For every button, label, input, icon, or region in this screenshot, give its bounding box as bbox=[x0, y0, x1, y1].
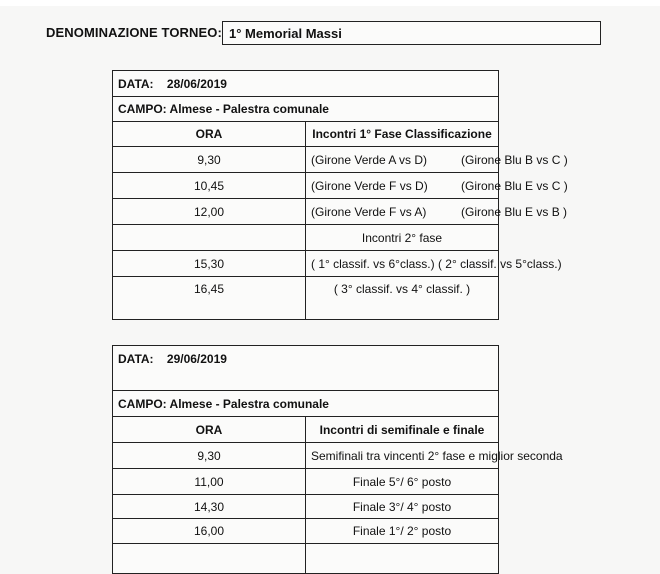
match-cell: Finale 5°/ 6° posto bbox=[306, 469, 499, 495]
date-row bbox=[113, 346, 499, 391]
page-top-edge bbox=[0, 0, 660, 6]
campo-cell: CAMPO: Almese - Palestra comunale bbox=[113, 97, 499, 122]
match-cell bbox=[306, 147, 568, 173]
time-cell: 10,45 bbox=[113, 173, 306, 199]
table-row bbox=[113, 495, 499, 519]
ora-header: ORA bbox=[113, 417, 306, 443]
table-row bbox=[113, 469, 499, 495]
date-label: DATA: bbox=[118, 352, 154, 366]
match-cell: Semifinali tra vincenti 2° fase e miglior seconda bbox=[306, 443, 499, 469]
match-blue: (Girone Blu E vs B ) bbox=[461, 204, 568, 219]
date-label: DATA: bbox=[118, 76, 154, 91]
match-cell-empty bbox=[306, 544, 499, 574]
table-row bbox=[113, 251, 499, 277]
table-row bbox=[113, 519, 499, 544]
table-row bbox=[113, 277, 499, 320]
time-cell: 11,00 bbox=[113, 469, 306, 495]
ora-header: ORA bbox=[113, 122, 306, 147]
time-cell-empty bbox=[113, 544, 306, 574]
match-blue: (Girone Blu E vs C ) bbox=[461, 178, 568, 193]
table-row bbox=[113, 173, 499, 199]
match-cell bbox=[306, 199, 568, 225]
date-row bbox=[113, 71, 499, 97]
date-value: 29/06/2019 bbox=[166, 352, 227, 366]
time-cell: 12,00 bbox=[113, 199, 306, 225]
table-row bbox=[113, 443, 499, 469]
match-cell: Finale 3°/ 4° posto bbox=[306, 495, 499, 519]
match-cell: ( 3° classif. vs 4° classif. ) bbox=[306, 277, 499, 320]
table-row-empty bbox=[113, 544, 499, 574]
time-cell: 9,30 bbox=[113, 147, 306, 173]
time-cell: 9,30 bbox=[113, 443, 306, 469]
time-cell: 15,30 bbox=[113, 251, 306, 277]
time-cell: 16,00 bbox=[113, 519, 306, 544]
match-cell: ( 1° classif. vs 6°class.) ( 2° classif. vs 5°class.) bbox=[306, 251, 499, 277]
time-cell-empty bbox=[113, 225, 306, 251]
campo-cell: CAMPO: Almese - Palestra comunale bbox=[113, 391, 499, 417]
match-cell bbox=[306, 173, 568, 199]
matches-header: Incontri di semifinale e finale bbox=[306, 417, 499, 443]
match-green: (Girone Verde F vs D) bbox=[311, 178, 428, 193]
time-cell: 16,45 bbox=[113, 277, 306, 320]
schedule-table-day1 bbox=[112, 70, 568, 320]
tournament-name-field: 1° Memorial Massi bbox=[222, 21, 601, 45]
tournament-name-label: DENOMINAZIONE TORNEO: bbox=[46, 25, 222, 40]
date-value: 28/06/2019 bbox=[166, 76, 227, 91]
table-row bbox=[113, 225, 499, 251]
matches-header: Incontri 1° Fase Classificazione bbox=[306, 122, 499, 147]
table-row bbox=[113, 199, 499, 225]
phase2-title: Incontri 2° fase bbox=[306, 225, 499, 251]
table-row bbox=[113, 147, 499, 173]
match-blue: (Girone Blu B vs C ) bbox=[461, 152, 568, 167]
match-cell: Finale 1°/ 2° posto bbox=[306, 519, 499, 544]
schedule-table-day2 bbox=[112, 345, 563, 574]
time-cell: 14,30 bbox=[113, 495, 306, 519]
match-green: (Girone Verde A vs D) bbox=[311, 152, 428, 167]
match-green: (Girone Verde F vs A) bbox=[311, 204, 427, 219]
